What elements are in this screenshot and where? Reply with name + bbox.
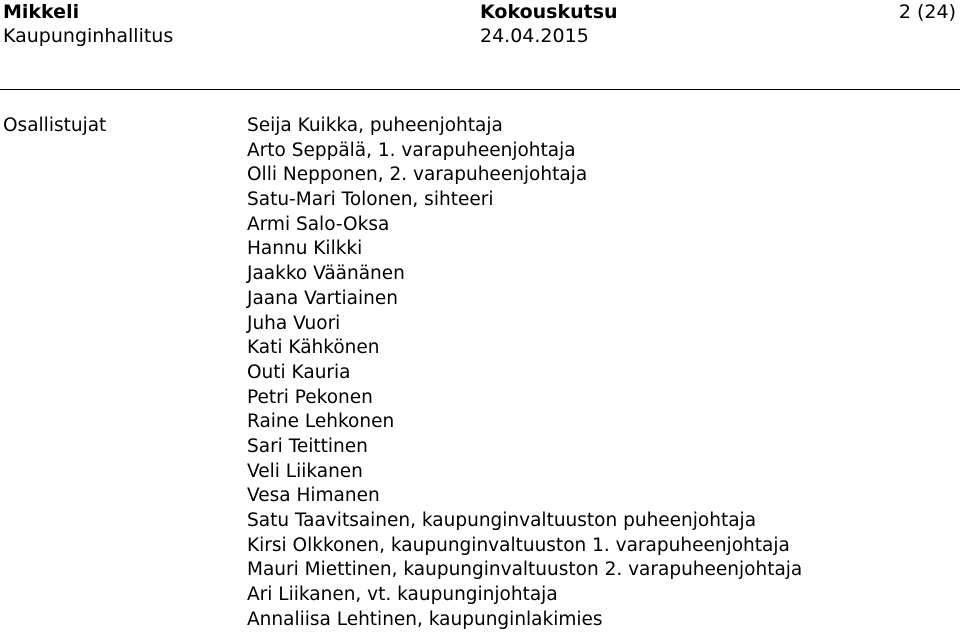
governing-body: Kaupunginhallitus	[3, 25, 174, 47]
participant-item: Jaana Vartiainen	[247, 287, 398, 309]
participant-item: Sari Teittinen	[247, 435, 368, 457]
page-header	[0, 0, 960, 90]
participant-item: Annaliisa Lehtinen, kaupunginlakimies	[247, 608, 603, 630]
document-type: Kokouskutsu	[480, 1, 618, 23]
participant-item: Ari Liikanen, vt. kaupunginjohtaja	[247, 584, 558, 606]
participant-item: Petri Pekonen	[247, 386, 373, 408]
participant-item: Kati Kähkönen	[247, 337, 380, 359]
participant-item: Mauri Miettinen, kaupunginvaltuuston 2. varapuheenjohtaja	[247, 559, 803, 581]
participant-item: Kirsi Olkkonen, kaupunginvaltuuston 1. varapuheenjohtaja	[247, 534, 790, 556]
participants-list	[247, 114, 802, 632]
organization-name: Mikkeli	[3, 1, 80, 23]
participant-item: Satu Taavitsainen, kaupunginvaltuuston puheenjohtaja	[247, 510, 757, 531]
participant-item: Olli Nepponen, 2. varapuheenjohtaja	[247, 164, 588, 186]
participant-item: Vesa Himanen	[247, 485, 380, 507]
participant-item: Seija Kuikka, puheenjohtaja	[247, 115, 503, 136]
section-label-participants: Osallistujat	[3, 115, 107, 136]
participant-item: Armi Salo-Oksa	[247, 213, 390, 235]
participant-item: Satu-Mari Tolonen, sihteeri	[247, 189, 494, 211]
participant-item: Hannu Kilkki	[247, 238, 363, 260]
participant-item: Juha Vuori	[247, 312, 341, 334]
participant-item: Jaakko Väänänen	[247, 263, 405, 285]
participant-item: Outi Kauria	[247, 361, 351, 383]
meeting-date: 24.04.2015	[480, 25, 589, 47]
participant-item: Arto Seppälä, 1. varapuheenjohtaja	[247, 139, 576, 161]
participant-item: Raine Lehkonen	[247, 411, 395, 433]
participant-item: Veli Liikanen	[247, 460, 363, 482]
page-number: 2 (24)	[898, 1, 956, 23]
